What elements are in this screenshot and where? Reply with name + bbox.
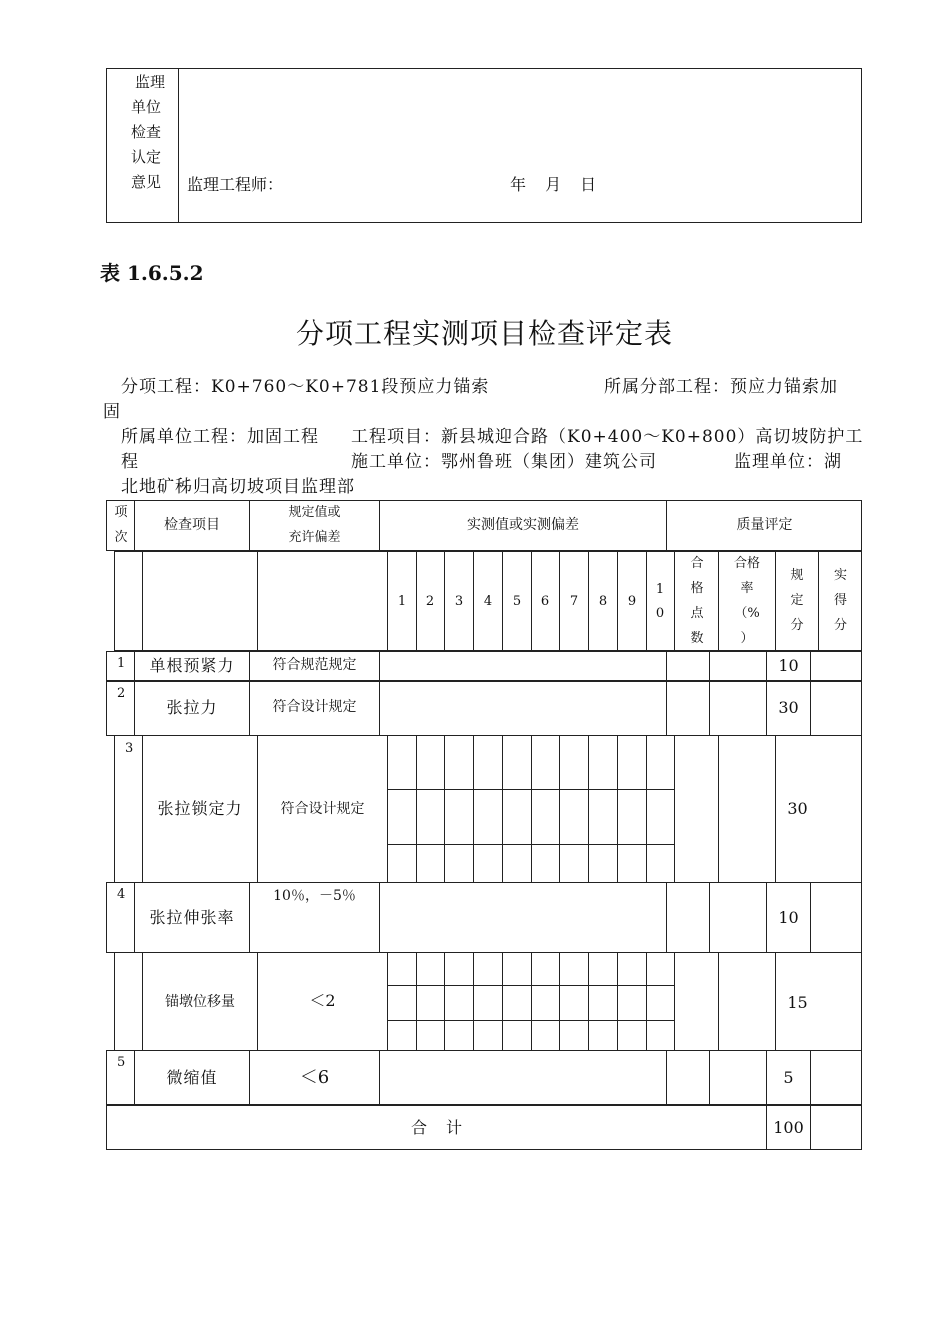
total-label: 合 计	[410, 1118, 463, 1137]
info-supervisor-cont: 北地矿秭归高切坡项目监理部	[121, 477, 355, 497]
header-actual: 实 得 分	[833, 568, 847, 633]
col-num-10a: 1	[655, 582, 665, 597]
row-seq: 3	[125, 741, 134, 756]
header-pass-rate: 合格 率 （% ）	[733, 556, 760, 646]
row-item: 张拉伸张率	[149, 908, 235, 927]
row-item: 微缩值	[166, 1068, 218, 1087]
row-spec: 符合设计规定	[272, 699, 357, 715]
info-project: 工程项目：新县城迎合路（K0+400～K0+800）高切坡防护工	[351, 427, 864, 447]
row-spec: 10％，－5％	[273, 888, 356, 904]
col-num-10b: 0	[655, 606, 665, 621]
info-project-cont: 程	[121, 452, 139, 472]
header-seq: 项 次	[114, 505, 128, 545]
header-quality: 质量评定	[736, 517, 793, 533]
table-number: 表 1.6.5.2	[100, 261, 204, 285]
row-score: 5	[783, 1068, 794, 1087]
row-score: 10	[778, 908, 799, 927]
row-item: 张拉力	[166, 698, 218, 717]
info-division-cont: 固	[103, 402, 121, 422]
header-pass-points: 合 格 点 数	[690, 556, 704, 646]
col-num-5: 5	[512, 594, 522, 609]
row-item: 锚墩位移量	[165, 994, 235, 1010]
col-num-7: 7	[569, 594, 579, 609]
col-num-2: 2	[425, 594, 435, 609]
header-spec: 规定值或 充许偏差	[288, 505, 341, 545]
info-contractor: 施工单位：鄂州鲁班（集团）建筑公司	[351, 452, 657, 472]
row-seq: 2	[117, 686, 126, 701]
date-label: 年 月 日	[510, 175, 597, 194]
row-spec: ＜6	[299, 1067, 330, 1088]
supervision-label: 监理 单位 检查 认定 意见	[130, 73, 165, 191]
col-num-9: 9	[627, 594, 637, 609]
info-supervisor: 监理单位：湖	[734, 452, 842, 472]
info-division: 所属分部工程：预应力锚索加	[604, 377, 838, 397]
divider	[178, 68, 179, 223]
col-num-6: 6	[540, 594, 550, 609]
total-score: 100	[773, 1118, 804, 1137]
col-num-8: 8	[598, 594, 608, 609]
row-score: 30	[787, 799, 808, 818]
supervision-opinion-box	[106, 68, 862, 223]
row-item: 单根预紧力	[149, 656, 235, 675]
row-score: 10	[778, 656, 799, 675]
col-num-3: 3	[454, 594, 464, 609]
header-item: 检查项目	[164, 517, 220, 533]
row-seq: 1	[117, 656, 126, 671]
page-title: 分项工程实测项目检查评定表	[296, 317, 674, 350]
info-unit-project: 所属单位工程：加固工程	[121, 427, 319, 447]
header-score: 规 定 分	[790, 568, 804, 633]
row-seq: 4	[117, 887, 126, 902]
header-measured: 实测值或实测偏差	[467, 517, 579, 533]
col-num-4: 4	[483, 594, 493, 609]
row-item: 张拉锁定力	[157, 799, 243, 818]
row-spec: 符合规范规定	[272, 657, 357, 673]
row-score: 15	[787, 993, 808, 1012]
info-subproject: 分项工程：K0+760～K0+781段预应力锚索	[121, 377, 490, 397]
col-num-1: 1	[397, 594, 407, 609]
row-seq: 5	[117, 1055, 126, 1070]
engineer-label: 监理工程师：	[187, 175, 284, 194]
row-spec: 符合设计规定	[280, 801, 365, 817]
row-score: 30	[778, 698, 799, 717]
row-spec: ＜2	[309, 991, 336, 1010]
